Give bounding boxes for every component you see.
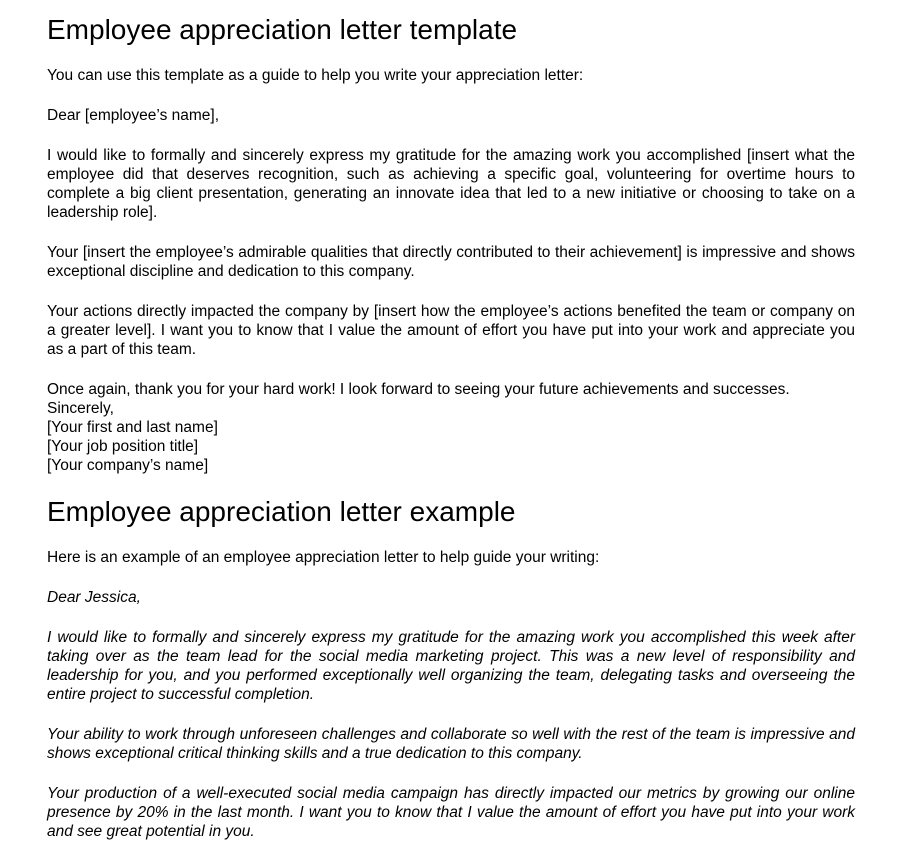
example-paragraph-2: Your ability to work through unforeseen challenges and collaborate so well with the rest of the team is impressive and shows exceptional critical thinking skills and a true dedication to this company.	[47, 726, 855, 762]
template-section-heading: Employee appreciation letter template	[47, 14, 518, 45]
example-section-heading: Employee appreciation letter example	[47, 496, 516, 527]
template-paragraph-4: Once again, thank you for your hard work! I look forward to seeing your future achievements and successes.	[47, 381, 790, 398]
signature-line-closing: Sincerely,	[47, 400, 114, 417]
signature-line-name: [Your first and last name]	[47, 419, 218, 436]
signature-line-company: [Your company’s name]	[47, 457, 209, 474]
example-intro-text: Here is an example of an employee appreciation letter to help guide your writing:	[47, 549, 600, 566]
example-salutation: Dear Jessica,	[47, 589, 141, 606]
signature-line-title: [Your job position title]	[47, 438, 199, 455]
template-salutation: Dear [employee’s name],	[47, 107, 220, 124]
template-paragraph-2: Your [insert the employee’s admirable qualities that directly contributed to their achievement] is impressive and shows exceptional discipline and dedication to this company.	[47, 244, 855, 280]
template-section	[47, 14, 855, 475]
example-paragraph-3: Your production of a well-executed social media campaign has directly impacted our metrics by growing our online presence by 20% in the last month. I want you to know that I value the amount of effort you have put into your work and see great potential in you.	[47, 785, 855, 840]
example-section	[47, 496, 855, 841]
example-paragraph-1: I would like to formally and sincerely express my gratitude for the amazing work you accomplished this week after taking over as the team lead for the social media marketing project. This was a new level of responsibility and leadership for you, and you performed exceptionally well organizing the team, delegating tasks and overseeing the entire project to successful completion.	[47, 629, 855, 703]
template-paragraph-1: I would like to formally and sincerely express my gratitude for the amazing work you accomplished [insert what the employee did that deserves recognition, such as achieving a specific goal, volunteering for overtime hours to complete a big client presentation, generating an innovate idea that led to a new initiative or choosing to take on a leadership role].	[47, 147, 855, 221]
signature-block	[47, 399, 855, 475]
template-intro-text: You can use this template as a guide to help you write your appreciation letter:	[47, 67, 584, 84]
template-paragraph-3: Your actions directly impacted the company by [insert how the employee’s actions benefited the team or company on a greater level]. I want you to know that I value the amount of effort you have put into your work and appreciate you as a part of this team.	[47, 303, 855, 358]
